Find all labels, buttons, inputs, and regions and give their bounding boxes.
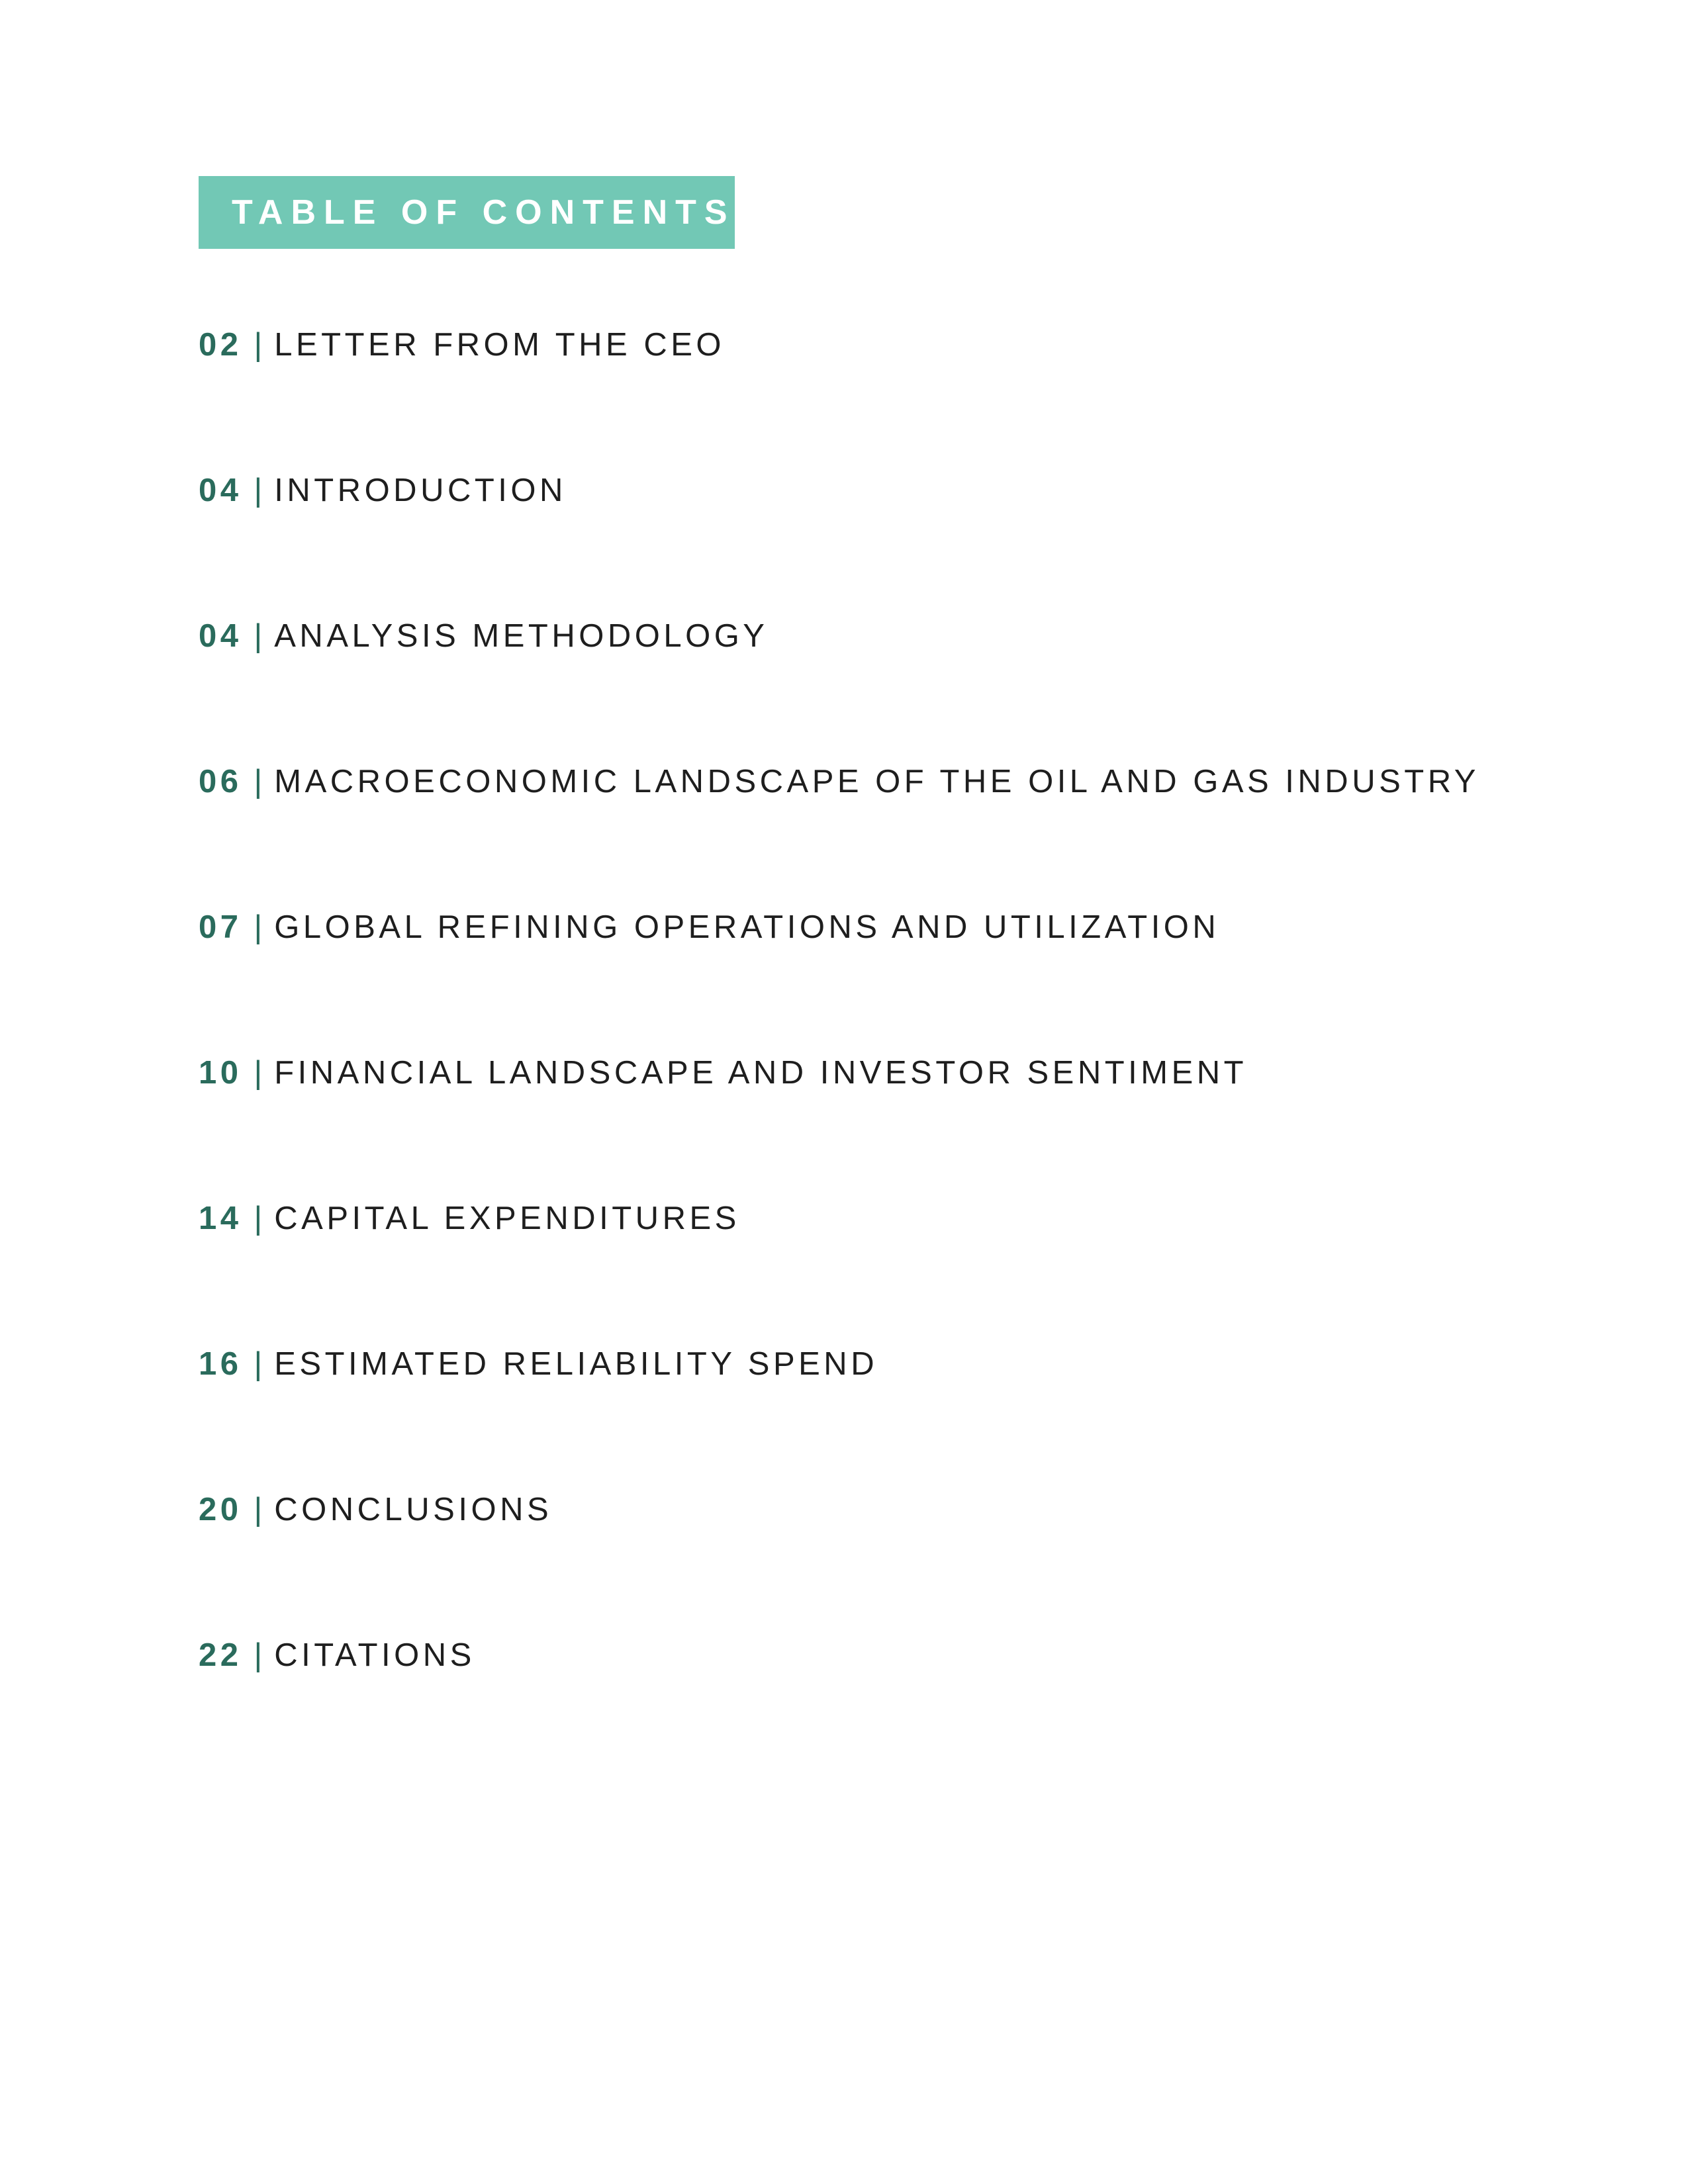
toc-entry-reliability-spend[interactable] <box>199 1341 878 1387</box>
toc-title: ANALYSIS METHODOLOGY <box>274 618 769 654</box>
toc-separator: | <box>254 1637 263 1673</box>
toc-title: CITATIONS <box>274 1637 475 1673</box>
toc-page-number: 10 <box>199 1055 242 1091</box>
toc-page-number: 20 <box>199 1492 242 1527</box>
toc-entry-citations[interactable] <box>199 1632 475 1678</box>
toc-title: CONCLUSIONS <box>274 1492 553 1527</box>
toc-entry-capital-expenditures[interactable] <box>199 1195 740 1242</box>
toc-title: FINANCIAL LANDSCAPE AND INVESTOR SENTIMENT <box>274 1055 1248 1091</box>
toc-entry-conclusions[interactable] <box>199 1486 552 1533</box>
toc-entry-macroeconomic-landscape[interactable] <box>199 758 1479 805</box>
toc-separator: | <box>254 764 263 799</box>
toc-page-number: 06 <box>199 764 242 799</box>
toc-title: GLOBAL REFINING OPERATIONS AND UTILIZATION <box>274 909 1220 945</box>
toc-heading: TABLE OF CONTENTS <box>232 193 735 232</box>
toc-entry-financial-landscape[interactable] <box>199 1050 1247 1096</box>
toc-separator: | <box>254 1492 263 1527</box>
toc-separator: | <box>254 909 263 945</box>
toc-separator: | <box>254 1346 263 1382</box>
toc-page-number: 02 <box>199 327 242 363</box>
toc-entry-introduction[interactable] <box>199 467 567 514</box>
toc-page-number: 04 <box>199 473 242 508</box>
toc-separator: | <box>254 1055 263 1091</box>
toc-separator: | <box>254 618 263 654</box>
toc-list <box>199 0 1622 2184</box>
toc-page-number: 16 <box>199 1346 242 1382</box>
toc-page-number: 07 <box>199 909 242 945</box>
toc-entry-global-refining[interactable] <box>199 904 1219 950</box>
toc-title: ESTIMATED RELIABILITY SPEND <box>274 1346 878 1382</box>
toc-page-number: 22 <box>199 1637 242 1673</box>
toc-separator: | <box>254 327 263 363</box>
toc-entry-analysis-methodology[interactable] <box>199 613 768 659</box>
toc-page-number: 04 <box>199 618 242 654</box>
toc-entry-letter-from-ceo[interactable] <box>199 322 725 368</box>
toc-title: CAPITAL EXPENDITURES <box>274 1201 740 1236</box>
toc-page-number: 14 <box>199 1201 242 1236</box>
toc-title: INTRODUCTION <box>274 473 567 508</box>
toc-separator: | <box>254 473 263 508</box>
toc-title: MACROECONOMIC LANDSCAPE OF THE OIL AND GAS INDUSTRY <box>274 764 1479 799</box>
toc-separator: | <box>254 1201 263 1236</box>
toc-title: LETTER FROM THE CEO <box>274 327 726 363</box>
